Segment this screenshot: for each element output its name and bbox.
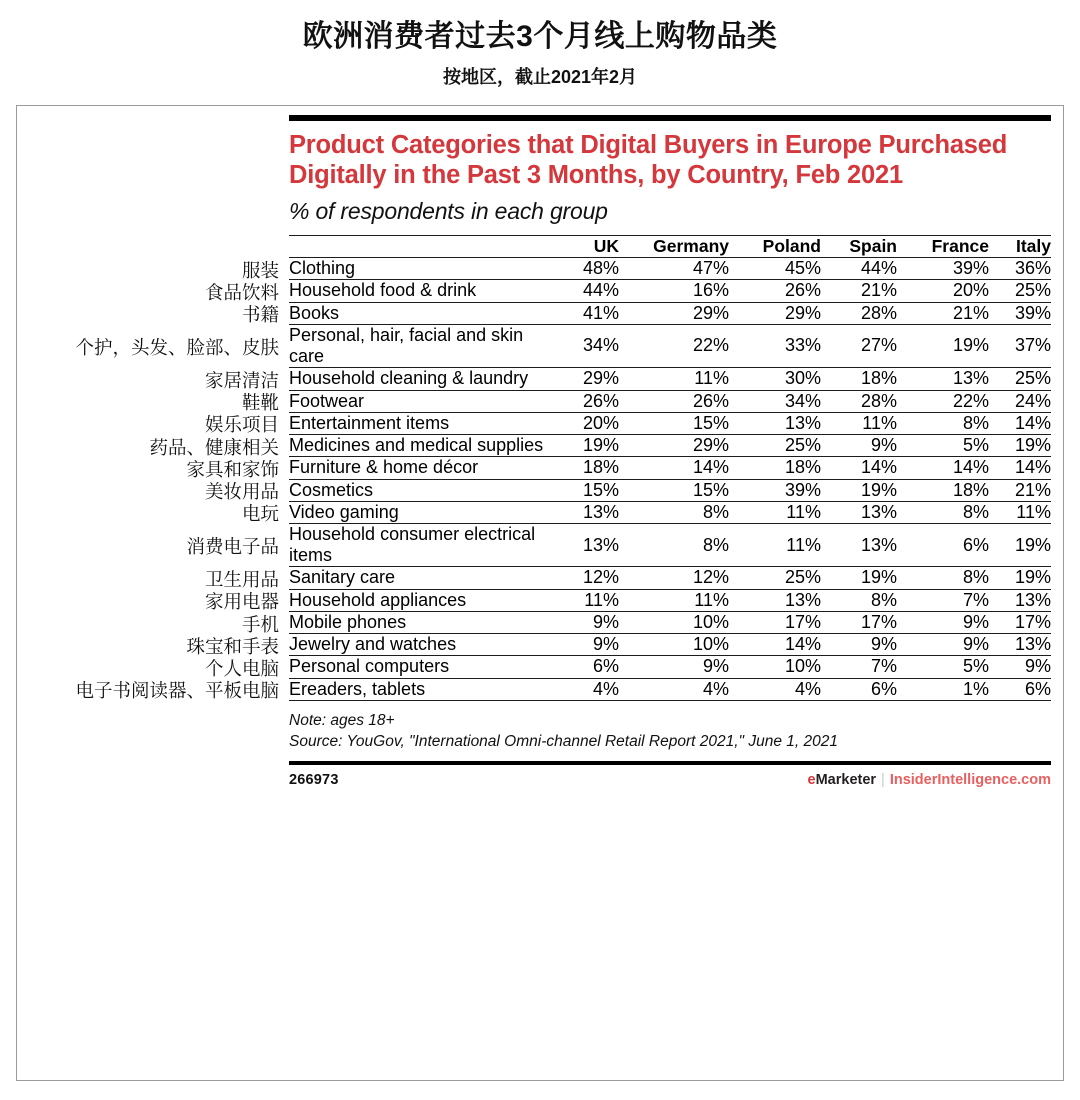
cell-poland: 11% <box>729 501 821 523</box>
cell-uk: 29% <box>561 368 619 390</box>
page-subtitle: 按地区，截止2021年2月 <box>442 66 638 87</box>
cell-italy: 14% <box>989 457 1051 479</box>
row-label: Medicines and medical supplies <box>289 435 561 457</box>
chinese-row-label: 美妆用品 <box>204 481 279 503</box>
chinese-row-label: 电子书阅读器、平板电脑 <box>75 680 279 702</box>
cell-france: 8% <box>897 501 989 523</box>
cell-germany: 12% <box>619 567 729 589</box>
row-label: Entertainment items <box>289 412 561 434</box>
cell-france: 18% <box>897 479 989 501</box>
table-row <box>289 479 1051 501</box>
footer-rule <box>289 761 1051 765</box>
cell-poland: 13% <box>729 589 821 611</box>
cell-germany: 29% <box>619 302 729 324</box>
cell-spain: 28% <box>821 390 897 412</box>
cell-uk: 48% <box>561 258 619 280</box>
chinese-row-label: 家居清洁 <box>204 369 279 391</box>
chinese-row-label: 个护，头发、脸部、皮肤 <box>75 337 279 359</box>
cell-italy: 9% <box>989 656 1051 678</box>
cell-germany: 8% <box>619 523 729 566</box>
cell-italy: 13% <box>989 634 1051 656</box>
cell-poland: 25% <box>729 567 821 589</box>
cell-germany: 15% <box>619 479 729 501</box>
cell-spain: 13% <box>821 501 897 523</box>
cell-poland: 25% <box>729 435 821 457</box>
column-header-uk: UK <box>561 236 619 258</box>
cell-italy: 21% <box>989 479 1051 501</box>
cell-france: 21% <box>897 302 989 324</box>
cell-germany: 10% <box>619 611 729 633</box>
cell-poland: 39% <box>729 479 821 501</box>
chinese-row-label: 卫生用品 <box>204 569 279 591</box>
chinese-row-label: 鞋靴 <box>241 392 279 414</box>
cell-france: 22% <box>897 390 989 412</box>
cell-uk: 41% <box>561 302 619 324</box>
table-row <box>289 324 1051 367</box>
chart-subhead: % of respondents in each group <box>289 198 608 225</box>
row-label: Household consumer electrical items <box>289 523 561 566</box>
cell-germany: 9% <box>619 656 729 678</box>
emarketer-e: e <box>807 771 816 788</box>
table-row <box>289 368 1051 390</box>
cell-france: 8% <box>897 567 989 589</box>
cell-uk: 4% <box>561 678 619 700</box>
cell-poland: 26% <box>729 280 821 302</box>
cell-germany: 14% <box>619 457 729 479</box>
chinese-row-label: 书籍 <box>241 304 279 326</box>
cell-poland: 30% <box>729 368 821 390</box>
row-label: Household appliances <box>289 589 561 611</box>
cell-uk: 9% <box>561 611 619 633</box>
cell-uk: 13% <box>561 523 619 566</box>
table-body <box>289 258 1051 701</box>
cell-france: 9% <box>897 634 989 656</box>
cell-italy: 14% <box>989 412 1051 434</box>
table-row <box>289 412 1051 434</box>
row-label: Ereaders, tablets <box>289 678 561 700</box>
table-row <box>289 435 1051 457</box>
cell-france: 9% <box>897 611 989 633</box>
table-row <box>289 678 1051 700</box>
cell-spain: 27% <box>821 324 897 367</box>
row-label: Household food & drink <box>289 280 561 302</box>
cell-spain: 19% <box>821 567 897 589</box>
cell-poland: 11% <box>729 523 821 566</box>
cell-france: 1% <box>897 678 989 700</box>
cell-italy: 24% <box>989 390 1051 412</box>
cell-uk: 34% <box>561 324 619 367</box>
emarketer-name: Marketer <box>815 771 877 788</box>
chart-headline: Product Categories that Digital Buyers in Europe Purchased Digitally in the Past 3 Months, by Country, Feb 2021 <box>289 131 1008 190</box>
insider-intelligence-link[interactable]: InsiderIntelligence.com <box>889 771 1051 788</box>
cell-france: 14% <box>897 457 989 479</box>
cell-italy: 19% <box>989 567 1051 589</box>
cell-italy: 39% <box>989 302 1051 324</box>
cell-spain: 21% <box>821 280 897 302</box>
cell-italy: 25% <box>989 368 1051 390</box>
table-header-row <box>289 236 1051 258</box>
cell-italy: 17% <box>989 611 1051 633</box>
cell-spain: 11% <box>821 412 897 434</box>
chinese-label-gutter <box>17 106 289 1080</box>
chinese-row-label: 个人电脑 <box>204 658 279 679</box>
table-row <box>289 280 1051 302</box>
table-row <box>289 390 1051 412</box>
table-row <box>289 589 1051 611</box>
cell-italy: 19% <box>989 523 1051 566</box>
row-label: Video gaming <box>289 501 561 523</box>
chinese-row-label: 电玩 <box>241 503 279 525</box>
cell-poland: 45% <box>729 258 821 280</box>
column-header-france: France <box>897 236 989 258</box>
column-header-spain: Spain <box>821 236 897 258</box>
cell-spain: 8% <box>821 589 897 611</box>
emarketer-chart <box>289 106 1063 1080</box>
cell-germany: 11% <box>619 368 729 390</box>
cell-italy: 37% <box>989 324 1051 367</box>
page-title: 欧洲消费者过去3个月线上购物品类 <box>302 20 778 53</box>
chart-card <box>16 105 1064 1081</box>
cell-spain: 7% <box>821 656 897 678</box>
cell-germany: 16% <box>619 280 729 302</box>
cell-uk: 9% <box>561 634 619 656</box>
cell-poland: 10% <box>729 656 821 678</box>
chinese-header <box>0 0 1080 89</box>
chinese-row-label: 珠宝和手表 <box>186 635 279 657</box>
cell-france: 19% <box>897 324 989 367</box>
table-row <box>289 457 1051 479</box>
chinese-row-label: 药品、健康相关 <box>149 436 279 458</box>
row-label: Footwear <box>289 390 561 412</box>
cell-france: 8% <box>897 412 989 434</box>
chinese-row-label: 家用电器 <box>204 591 279 613</box>
cell-spain: 18% <box>821 368 897 390</box>
chart-id: 266973 <box>289 771 339 788</box>
chinese-row-label: 服装 <box>241 259 279 281</box>
cell-spain: 14% <box>821 457 897 479</box>
cell-poland: 34% <box>729 390 821 412</box>
chinese-row-label: 消费电子品 <box>186 536 279 558</box>
table-row <box>289 302 1051 324</box>
cell-italy: 6% <box>989 678 1051 700</box>
cell-spain: 9% <box>821 435 897 457</box>
cell-uk: 18% <box>561 457 619 479</box>
table-row <box>289 634 1051 656</box>
chinese-row-label: 食品饮料 <box>204 282 279 304</box>
chart-note <box>289 710 1051 753</box>
row-label: Cosmetics <box>289 479 561 501</box>
brand-lockup <box>808 772 1051 788</box>
cell-spain: 9% <box>821 634 897 656</box>
table-row <box>289 501 1051 523</box>
cell-germany: 8% <box>619 501 729 523</box>
row-label: Sanitary care <box>289 567 561 589</box>
cell-poland: 4% <box>729 678 821 700</box>
cell-uk: 6% <box>561 656 619 678</box>
cell-spain: 17% <box>821 611 897 633</box>
cell-poland: 14% <box>729 634 821 656</box>
cell-uk: 15% <box>561 479 619 501</box>
row-label: Books <box>289 302 561 324</box>
cell-germany: 4% <box>619 678 729 700</box>
row-label: Mobile phones <box>289 611 561 633</box>
cell-italy: 11% <box>989 501 1051 523</box>
cell-poland: 17% <box>729 611 821 633</box>
cell-poland: 33% <box>729 324 821 367</box>
cell-uk: 11% <box>561 589 619 611</box>
chinese-row-label: 手机 <box>241 613 279 635</box>
row-label: Personal, hair, facial and skin care <box>289 324 561 367</box>
row-label: Clothing <box>289 258 561 280</box>
cell-italy: 36% <box>989 258 1051 280</box>
table-row <box>289 567 1051 589</box>
cell-italy: 19% <box>989 435 1051 457</box>
table-row <box>289 656 1051 678</box>
row-label: Furniture & home décor <box>289 457 561 479</box>
cell-germany: 26% <box>619 390 729 412</box>
cell-france: 5% <box>897 435 989 457</box>
chart-footer <box>289 772 1051 788</box>
chinese-row-label: 娱乐项目 <box>204 414 279 436</box>
row-label: Personal computers <box>289 656 561 678</box>
cell-uk: 44% <box>561 280 619 302</box>
chinese-row-label: 家具和家饰 <box>186 458 279 480</box>
cell-france: 20% <box>897 280 989 302</box>
note-line: Note: ages 18+ <box>289 711 395 729</box>
data-table <box>289 235 1051 701</box>
cell-germany: 29% <box>619 435 729 457</box>
cell-france: 7% <box>897 589 989 611</box>
cell-uk: 20% <box>561 412 619 434</box>
brand-divider: | <box>881 771 885 788</box>
cell-spain: 19% <box>821 479 897 501</box>
table-row <box>289 611 1051 633</box>
cell-germany: 11% <box>619 589 729 611</box>
cell-spain: 6% <box>821 678 897 700</box>
cell-italy: 25% <box>989 280 1051 302</box>
column-header-italy: Italy <box>989 236 1051 258</box>
row-label: Jewelry and watches <box>289 634 561 656</box>
cell-spain: 44% <box>821 258 897 280</box>
column-header-poland: Poland <box>729 236 821 258</box>
cell-france: 6% <box>897 523 989 566</box>
cell-italy: 13% <box>989 589 1051 611</box>
top-rule <box>289 115 1051 121</box>
cell-uk: 26% <box>561 390 619 412</box>
cell-poland: 29% <box>729 302 821 324</box>
cell-uk: 12% <box>561 567 619 589</box>
cell-france: 5% <box>897 656 989 678</box>
cell-poland: 13% <box>729 412 821 434</box>
cell-spain: 28% <box>821 302 897 324</box>
source-line: Source: YouGov, "International Omni-channel Retail Report 2021," June 1, 2021 <box>289 733 838 751</box>
cell-germany: 10% <box>619 634 729 656</box>
cell-poland: 18% <box>729 457 821 479</box>
row-label: Household cleaning & laundry <box>289 368 561 390</box>
cell-france: 13% <box>897 368 989 390</box>
column-header-category <box>289 236 561 258</box>
cell-germany: 47% <box>619 258 729 280</box>
cell-uk: 13% <box>561 501 619 523</box>
column-header-germany: Germany <box>619 236 729 258</box>
cell-uk: 19% <box>561 435 619 457</box>
table-row <box>289 523 1051 566</box>
cell-germany: 15% <box>619 412 729 434</box>
table-row <box>289 258 1051 280</box>
cell-germany: 22% <box>619 324 729 367</box>
cell-spain: 13% <box>821 523 897 566</box>
cell-france: 39% <box>897 258 989 280</box>
table-head <box>289 236 1051 258</box>
